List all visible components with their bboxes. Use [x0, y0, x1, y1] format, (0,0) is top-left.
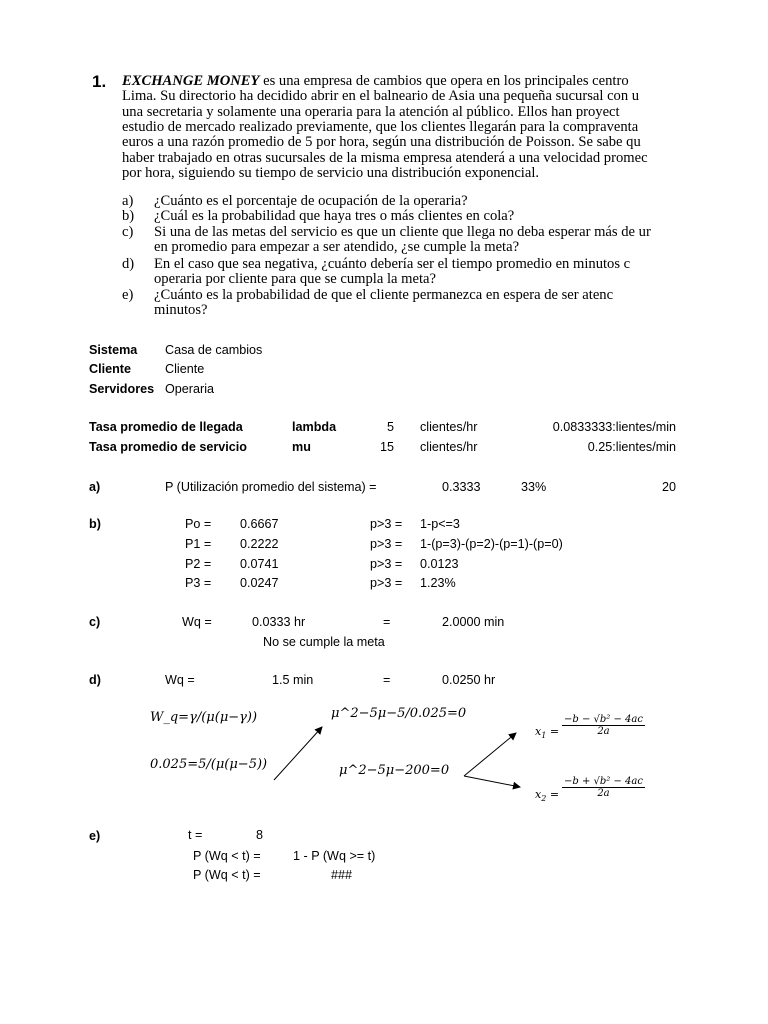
question-text: operaria por cliente para que se cumpla la meta? — [154, 271, 436, 288]
p-greater-3-expr: 1-(p=3)-(p=2)-(p=1)-(p=0) — [420, 537, 563, 551]
root-x2-label: $x_2$ = — [535, 788, 560, 804]
part-c-label: c) — [89, 615, 101, 629]
p-greater-3-label: p>3 = — [370, 576, 403, 590]
p-greater-3-expr: 1-p<=3 — [420, 517, 460, 531]
problem-number: 1. — [92, 74, 107, 91]
part-b-label: b) — [89, 517, 101, 531]
p-greater-3-expr: 1.23% — [420, 576, 456, 590]
p2-label: P2 = — [185, 557, 212, 571]
p3-label: P3 = — [185, 576, 212, 590]
system-value: Casa de cambios — [165, 343, 263, 357]
p1-label: P1 = — [185, 537, 212, 551]
part-a-label: a) — [89, 480, 101, 494]
problem-line: euros a una razón promedio de 5 por hora, según una distribución de Poisson. Se sabe qu — [122, 134, 641, 151]
question-text: en promedio para empezar a ser atendido, ¿se cumple la meta? — [154, 238, 520, 255]
t-value: 8 — [256, 828, 264, 842]
service-rate-symbol: mu — [292, 440, 311, 454]
equals-sign: = — [383, 615, 391, 629]
question-label: d) — [122, 256, 135, 272]
t-label: t = — [188, 828, 203, 842]
p3-value: 0.0247 — [240, 576, 279, 590]
service-rate-unit: clientes/hr — [420, 440, 478, 454]
problem-line: una secretaria y solamente una operaria para la atención al público. Ellos han proyect — [122, 103, 620, 120]
part-e-label: e) — [89, 829, 101, 843]
service-rate-per-min: 0.25:lientes/min — [587, 440, 676, 454]
prob-expr: 1 - P (Wq >= t) — [293, 849, 376, 863]
wq-value: 0.0333 hr — [252, 615, 306, 629]
root-x1-label: $x_1$ = — [535, 725, 560, 741]
wq-target-hr: 0.0250 hr — [442, 673, 496, 687]
client-label: Cliente — [89, 362, 131, 376]
quadratic-step: μ^2−5μ−5/0.025=0 — [331, 706, 467, 721]
arrival-rate-label: Tasa promedio de llegada — [89, 420, 243, 434]
question-label: c) — [122, 223, 134, 240]
problem-line: Lima. Su directorio ha decidido abrir en el balneario de Asia una pequeña sucursal con u — [122, 88, 640, 105]
question-text: ¿Cuánto es el porcentaje de ocupación de la operaria? — [154, 193, 468, 209]
p2-value: 0.0741 — [240, 557, 279, 571]
problem-line: EXCHANGE MONEY es una empresa de cambios que opera en los principales centro — [122, 74, 629, 89]
arrival-rate-per-min: 0.0833333:lientes/min — [552, 420, 676, 434]
question-text: Si una de las metas del servicio es que un cliente que llega no deba esperar más de ur — [154, 223, 651, 240]
prob-result: ### — [331, 868, 353, 882]
p0-value: 0.6667 — [240, 517, 279, 531]
wq-formula: W_q=γ/(μ(μ−γ)) — [150, 710, 258, 725]
arrow-line — [464, 776, 520, 787]
p-greater-3-label: p>3 = — [370, 537, 403, 551]
problem-line: estudio de mercado realizado previamente, que los clientes llegarán para la compraventa — [122, 118, 639, 135]
root-x1-fraction: $\frac{\text{−b − √b² − 4ac}}{2a}$ — [564, 714, 643, 737]
part-a-percent: 33% — [521, 480, 547, 494]
quadratic-equation: μ^2−5μ−200=0 — [339, 763, 450, 778]
company-name: EXCHANGE MONEY — [122, 74, 260, 89]
prob-label: P (Wq < t) = — [193, 849, 261, 863]
question-text: En el caso que sea negativa, ¿cuánto debería ser el tiempo promedio en minutos c — [154, 256, 631, 272]
question-label: e) — [122, 287, 134, 303]
arrival-rate-symbol: lambda — [292, 420, 337, 434]
goal-note: No se cumple la meta — [263, 635, 385, 649]
p-greater-3-label: p>3 = — [370, 517, 403, 531]
substituted-formula: 0.025=5/(μ(μ−5)) — [150, 757, 268, 772]
question-text: ¿Cuál es la probabilidad que haya tres o más clientes en cola? — [154, 208, 515, 225]
question-text: minutos? — [154, 302, 208, 319]
p0-label: Po = — [185, 517, 212, 531]
system-label: Sistema — [89, 343, 138, 357]
arrow-line — [464, 733, 516, 776]
part-d-label: d) — [89, 673, 101, 687]
question-text: ¿Cuánto es la probabilidad de que el cliente permanezca en espera de ser atenc — [154, 287, 614, 303]
arrival-rate-value: 5 — [386, 420, 394, 434]
wq-minutes: 2.0000 min — [442, 615, 505, 629]
service-rate-value: 15 — [379, 440, 394, 454]
servers-label: Servidores — [89, 382, 155, 396]
question-label: a) — [122, 193, 134, 209]
arrow-line — [274, 727, 322, 780]
client-value: Cliente — [165, 362, 205, 376]
p1-value: 0.2222 — [240, 537, 279, 551]
p-greater-3-expr: 0.0123 — [420, 557, 459, 571]
equals-sign: = — [383, 673, 391, 687]
part-a-value: 0.3333 — [442, 480, 481, 494]
problem-line: por hora, siguiendo su tiempo de servicio una distribución exponencial. — [122, 164, 540, 181]
arrival-rate-unit: clientes/hr — [420, 420, 478, 434]
prob-label: P (Wq < t) = — [193, 868, 261, 882]
question-label: b) — [122, 208, 135, 225]
wq-target-min: 1.5 min — [272, 673, 314, 687]
part-a-text: P (Utilización promedio del sistema) = — [165, 480, 377, 494]
p-greater-3-label: p>3 = — [370, 557, 403, 571]
servers-value: Operaria — [165, 382, 214, 396]
root-x2-fraction: $\frac{\text{−b + √b² − 4ac}}{2a}$ — [564, 776, 643, 799]
wq-label: Wq = — [182, 615, 212, 629]
problem-line: haber trabajado en otras sucursales de la misma empresa atenderá a una velocidad promec — [122, 149, 648, 166]
service-rate-label: Tasa promedio de servicio — [89, 440, 247, 454]
wq-label: Wq = — [165, 673, 195, 687]
part-a-extra: 20 — [661, 480, 676, 494]
